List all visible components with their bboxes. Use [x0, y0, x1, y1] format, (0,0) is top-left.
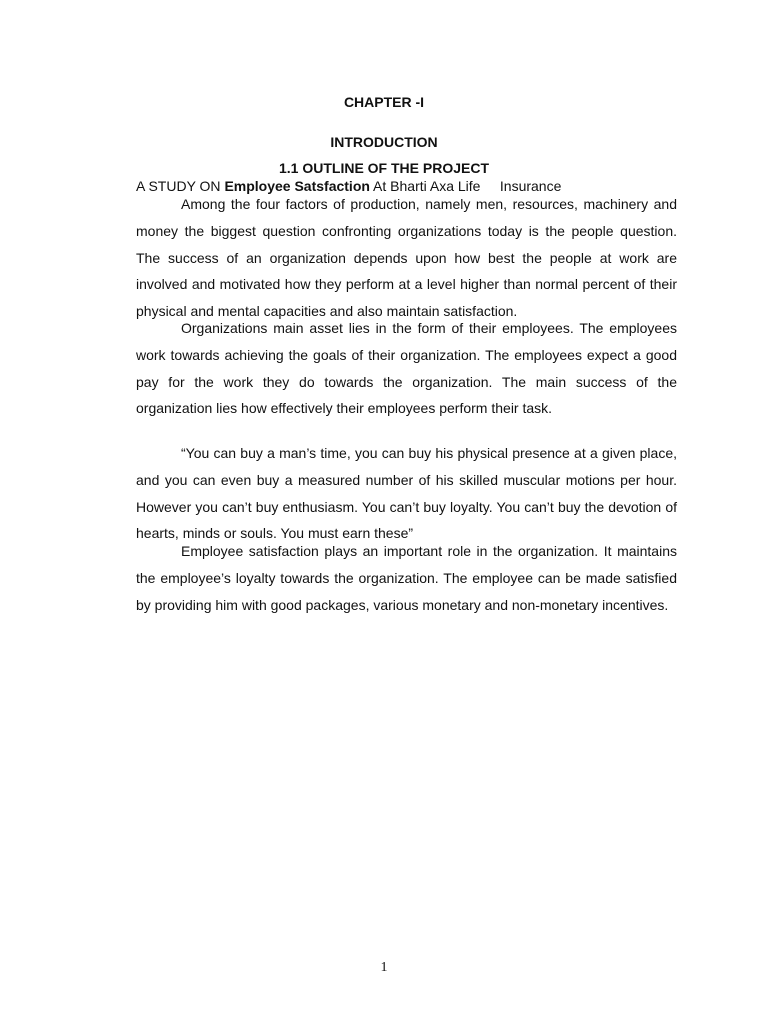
study-title-bold: Employee Satsfaction	[224, 178, 370, 194]
paragraph-1: Among the four factors of production, namely men, resources, machinery and money the biggest question confronting organizations today is the people question. The success of an organization depends upon how best the people at work are involved and motivated how they perform at a level higher than normal percent of their physical and mental capacities and also maintain satisfaction.	[136, 196, 677, 320]
study-title-suffix: At Bharti Axa Life Insurance	[369, 178, 562, 194]
chapter-title: CHAPTER -I	[343, 94, 425, 110]
page-number: 1	[380, 960, 388, 975]
section-heading: INTRODUCTION	[330, 134, 438, 150]
study-title-prefix: A STUDY ON	[136, 178, 225, 194]
paragraph-3-quote: “You can buy a man’s time, you can buy his physical presence at a given place, and you can even buy a measured number of his skilled muscular motions per hour. However you can’t buy enthusiasm. You can’t buy loyalty. You can’t buy the devotion of hearts, minds or souls. You must earn these”	[136, 445, 677, 542]
subsection-heading: 1.1 OUTLINE OF THE PROJECT	[278, 160, 490, 176]
paragraph-2: Organizations main asset lies in the form of their employees. The employees work towards achieving the goals of their organization. The employees expect a good pay for the work they do towards the organization. The main success of the organization lies how effectively their employees perform their task.	[136, 320, 677, 417]
paragraph-4: Employee satisfaction plays an important role in the organization. It maintains the employee’s loyalty towards the organization. The employee can be made satisfied by providing him with good packages, various monetary and non-monetary incentives.	[136, 543, 677, 613]
